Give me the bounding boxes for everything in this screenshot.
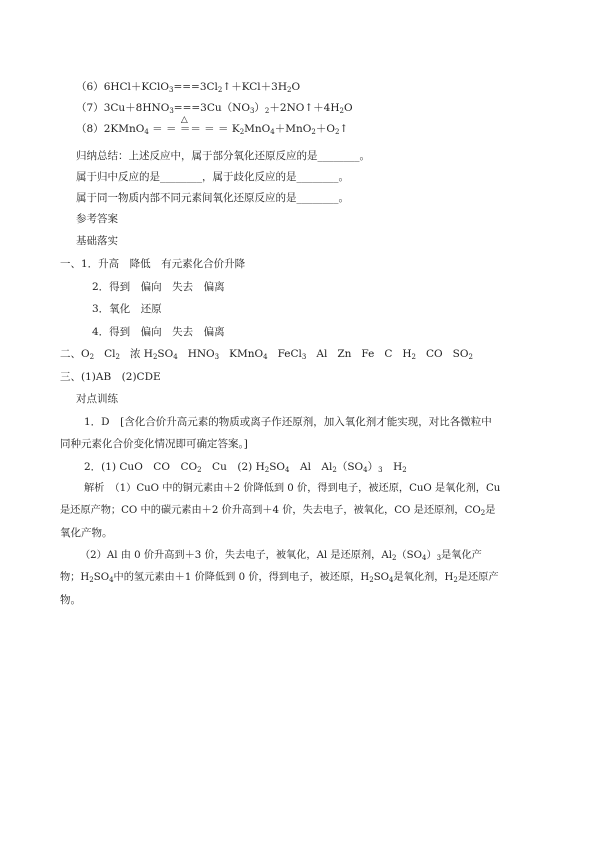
- subscript: 4: [270, 128, 275, 136]
- q1-line-1: 1．D [含化合价升高元素的物质或离子作还原剂，加入氧化剂才能实现，对比各微粒中: [84, 416, 492, 428]
- subscript: 2: [453, 576, 458, 584]
- subscript: 2: [411, 353, 416, 361]
- eq-text: ===3Cl: [173, 81, 218, 93]
- eq-text: 2KMnO: [103, 123, 145, 135]
- eq-text: 6HCl＋KClO: [103, 81, 169, 93]
- explanation-2-line-3: 物。: [60, 594, 81, 606]
- text: （SO: [396, 550, 422, 561]
- eq-text: ＝ ＝: [148, 123, 180, 135]
- subscript: 4: [421, 554, 427, 562]
- explanation-1-line-2: [60, 504, 495, 518]
- subscript: 2: [332, 466, 337, 474]
- subscript: 2: [402, 466, 407, 474]
- text: 是氧化剂，H: [393, 572, 454, 583]
- formula: Al Al: [289, 461, 333, 473]
- formula: Cl: [104, 348, 116, 360]
- eq-text: ↑: [339, 123, 349, 135]
- subscript: 3: [301, 353, 307, 361]
- eq-text: 3Cu＋8HNO: [103, 102, 170, 114]
- formula: SO: [269, 461, 286, 473]
- subscript: 2: [89, 353, 95, 361]
- basic-heading: 基础落实: [76, 235, 118, 247]
- subscript: 4: [389, 576, 394, 584]
- subscript: 2: [239, 128, 245, 136]
- subscript: 2: [334, 128, 340, 136]
- formula: （SO: [336, 461, 364, 473]
- formula: SO: [452, 348, 469, 360]
- subscript: 3: [378, 466, 383, 474]
- eq-text: O: [343, 102, 353, 114]
- explanation-1-line-1: 解析 （1）CuO 中的铜元素由＋2 价降低到 0 价，得到电子，被还原，CuO 是氧化剂，Cu: [84, 483, 501, 494]
- formula: Zn: [337, 348, 352, 360]
- subscript: 4: [173, 353, 178, 361]
- subscript: 2: [369, 576, 374, 584]
- eq-text: ↑＋KCl＋3H: [222, 81, 287, 93]
- subscript: 2: [197, 466, 202, 474]
- eq-text: ＋O: [315, 123, 335, 135]
- subscript: 2: [152, 353, 158, 361]
- subscript: 3: [249, 107, 255, 115]
- text: SO: [93, 572, 110, 583]
- eq-number: （8）: [76, 123, 104, 135]
- section-3: 三、(1)AB (2)CDE: [60, 371, 161, 383]
- formula: 二、O: [60, 348, 90, 360]
- subscript: 4: [263, 353, 268, 361]
- formula: 浓 H: [129, 348, 153, 360]
- text: 是还原产: [457, 572, 499, 583]
- subscript: 2: [311, 128, 316, 136]
- section-2: [60, 347, 473, 361]
- summary-line-1: 归纳总结：上述反应中，属于部分氧化还原反应的是________。: [76, 150, 370, 162]
- formula: ）: [367, 461, 379, 473]
- answer-heading: 参考答案: [76, 213, 118, 225]
- formula: FeCl: [277, 348, 302, 360]
- subscript: 2: [217, 86, 223, 94]
- heat-equals: △ ＝: [179, 115, 191, 135]
- eq-text: MnO: [244, 123, 271, 135]
- explanation-1-line-3: 氧化产物。: [60, 527, 113, 539]
- formula: CO: [426, 348, 443, 360]
- text: 中的氢元素由＋1 价降低到 0 价，得到电子，被还原，H: [113, 572, 370, 583]
- summary-line-2: 属于归中反应的是________，属于歧化反应的是________。: [76, 171, 349, 183]
- equation-6: [76, 80, 300, 94]
- subscript: 3: [169, 107, 174, 115]
- q2-answer: [84, 460, 407, 474]
- subscript: 2: [264, 107, 270, 115]
- text: 是氧化产: [441, 550, 482, 561]
- subscript: 3: [214, 353, 220, 361]
- subscript: 2: [391, 554, 397, 562]
- subscript: 2: [89, 576, 94, 584]
- drill-heading: 对点训练: [76, 393, 118, 405]
- text: 是还原产物；CO 中的碳元素由＋2 价升高到＋4 价，失去电子，被氧化，CO 是还原剂，CO: [60, 505, 481, 516]
- explanation-2-line-2: [60, 571, 499, 585]
- heat-symbol: △: [180, 115, 188, 125]
- text: 是: [485, 505, 496, 516]
- formula: C: [384, 348, 393, 360]
- subscript: 2: [115, 353, 120, 361]
- explanation-2-line-1: [80, 549, 482, 563]
- text: （2）Al 由 0 价升高到＋3 价，失去电子，被氧化，Al 是还原剂，Al: [80, 550, 392, 561]
- text: ）: [426, 550, 437, 561]
- section-1-item-1: 一、1．升高 降低 有元素化合价升降: [60, 258, 246, 270]
- subscript: 4: [285, 466, 290, 474]
- subscript: 3: [168, 86, 174, 94]
- formula: Al: [316, 348, 328, 360]
- subscript: 2: [264, 466, 270, 474]
- subscript: 2: [286, 86, 292, 94]
- section-1-item-4: 4．得到 偏向 失去 偏离: [92, 326, 225, 338]
- subscript: 3: [436, 554, 442, 562]
- q1-line-2: 同种元素化合价变化情况即可确定答案。]: [60, 438, 248, 450]
- summary-line-3: 属于同一物质内部不同元素间氧化还原反应的是________。: [76, 192, 349, 204]
- section-1-item-3: 3．氧化 还原: [92, 303, 162, 315]
- eq-number: （6）: [76, 81, 104, 93]
- subscript: 2: [480, 509, 486, 517]
- formula: KMnO: [229, 348, 264, 360]
- equation-8: [76, 115, 349, 136]
- subscript: 4: [363, 466, 368, 474]
- subscript: 2: [339, 107, 344, 115]
- formula: Cu (2) H: [201, 461, 265, 473]
- eq-text: ＝ ＝ ＝ K: [190, 123, 240, 135]
- text: 物；H: [60, 572, 90, 583]
- formula: SO: [157, 348, 174, 360]
- subscript: 4: [144, 128, 149, 136]
- eq-text: O: [291, 81, 301, 93]
- formula: Fe: [361, 348, 375, 360]
- subscript: 2: [468, 353, 473, 361]
- eq-number: （7）: [76, 102, 104, 114]
- eq-text: ＋MnO: [274, 123, 312, 135]
- section-1-item-2: 2．得到 偏向 失去 偏离: [92, 281, 225, 293]
- equation-7: [76, 101, 353, 115]
- formula: HNO: [187, 348, 215, 360]
- formula: H: [382, 461, 403, 473]
- eq-text: ＋2NO↑＋4H: [269, 102, 340, 114]
- eq-text: ===3Cu（NO: [173, 102, 250, 114]
- formula: H: [402, 348, 412, 360]
- formula: 2．(1) CuO CO CO: [84, 461, 198, 473]
- eq-text: ）: [254, 102, 265, 114]
- text: SO: [373, 572, 390, 583]
- subscript: 4: [109, 576, 114, 584]
